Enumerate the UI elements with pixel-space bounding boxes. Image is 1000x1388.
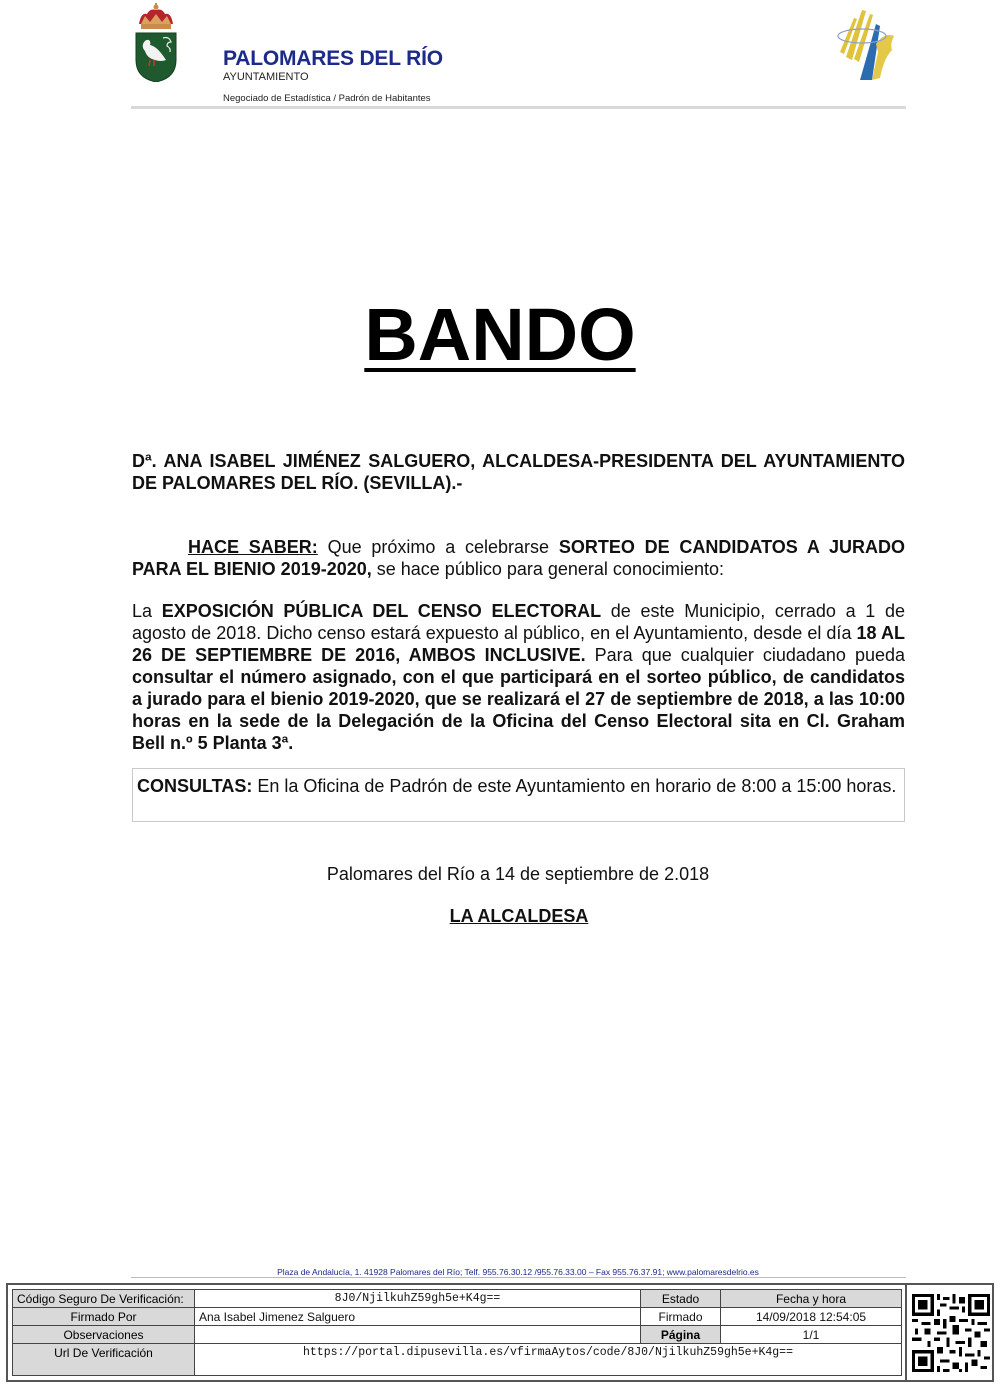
hace-saber-label: HACE SABER:	[188, 537, 318, 557]
document-title: BANDO	[364, 293, 636, 376]
table-row	[13, 1344, 902, 1376]
footer-divider	[131, 1277, 906, 1278]
consultas-box	[132, 768, 905, 822]
census-exposure-paragraph: La EXPOSICIÓN PÚBLICA DEL CENSO ELECTORAL de este Municipio, cerrado a 1 de agosto de 2018. Dicho censo estará expuesto al público, en el Ayuntamiento, desde el día 18 AL 26 DE SEPTIEMBRE DE 2016, AMBOS INCLUSIVE. Para que cualquier ciudadano pueda consultar el número asignado, con el que participará en el sorteo público, de candidatos a jurado para el bienio 2019-2020, que se realizará el 27 de septiembre de 2018, a las 10:00 horas en la sede de la Delegación de la Oficina del Censo Electoral sita en Cl. Graham Bell n.º 5 Planta 3ª.	[132, 601, 905, 753]
announcement-paragraph: HACE SABER: Que próximo a celebrarse SORTEO DE CANDIDATOS A JURADO PARA EL BIENIO 2019-2020, se hace público para general conocimiento:	[132, 537, 905, 579]
municipal-crest-icon	[133, 2, 179, 82]
regional-logo-icon	[832, 2, 904, 82]
table-row	[13, 1326, 902, 1344]
url-label: Url De Verificación	[13, 1344, 195, 1376]
firmado-por-value: Ana Isabel Jimenez Salguero	[195, 1308, 641, 1326]
observaciones-label: Observaciones	[13, 1326, 195, 1344]
fecha-label: Fecha y hora	[721, 1290, 902, 1308]
qr-code-icon	[905, 1283, 994, 1382]
signature-verification-panel	[6, 1283, 994, 1382]
observaciones-value	[195, 1326, 641, 1344]
estado-label: Estado	[641, 1290, 721, 1308]
place-and-date: Palomares del Río a 14 de septiembre de 2.018	[326, 864, 710, 884]
footer-address: Plaza de Andalucía, 1. 41928 Palomares del Río; Telf. 955.76.30.12 /955.76.33.00 – Fax 955.76.37.91; www.palomaresdelrio.es	[277, 1267, 759, 1277]
table-row	[13, 1308, 902, 1326]
consultas-paragraph: CONSULTAS: En la Oficina de Padrón de este Ayuntamiento en horario de 8:00 a 15:00 horas.	[137, 776, 897, 796]
org-subtitle: AYUNTAMIENTO	[223, 71, 309, 83]
consultas-label: CONSULTAS:	[137, 776, 253, 796]
signer-title: LA ALCALDESA	[449, 906, 589, 926]
csv-value: 8J0/NjilkuhZ59gh5e+K4g==	[195, 1290, 641, 1308]
csv-label: Código Seguro De Verificación:	[13, 1290, 195, 1308]
pagina-label: Página	[641, 1326, 721, 1344]
org-name: PALOMARES DEL RÍO	[223, 47, 443, 70]
estado-value: Firmado	[641, 1308, 721, 1326]
verification-table	[12, 1289, 902, 1376]
header-divider	[131, 106, 906, 109]
pagina-value: 1/1	[721, 1326, 902, 1344]
table-row	[13, 1290, 902, 1308]
firmado-por-label: Firmado Por	[13, 1308, 195, 1326]
verification-url-link[interactable]: https://portal.dipusevilla.es/vfirmaAytos/code/8J0/NjilkuhZ59gh5e+K4g==	[195, 1344, 902, 1376]
issuer-paragraph: Dª. ANA ISABEL JIMÉNEZ SALGUERO, ALCALDESA-PRESIDENTA DEL AYUNTAMIENTO DE PALOMARES DEL RÍO. (SEVILLA).-	[132, 451, 905, 493]
department-label: Negociado de Estadística / Padrón de Habitantes	[223, 93, 431, 104]
fecha-value: 14/09/2018 12:54:05	[721, 1308, 902, 1326]
